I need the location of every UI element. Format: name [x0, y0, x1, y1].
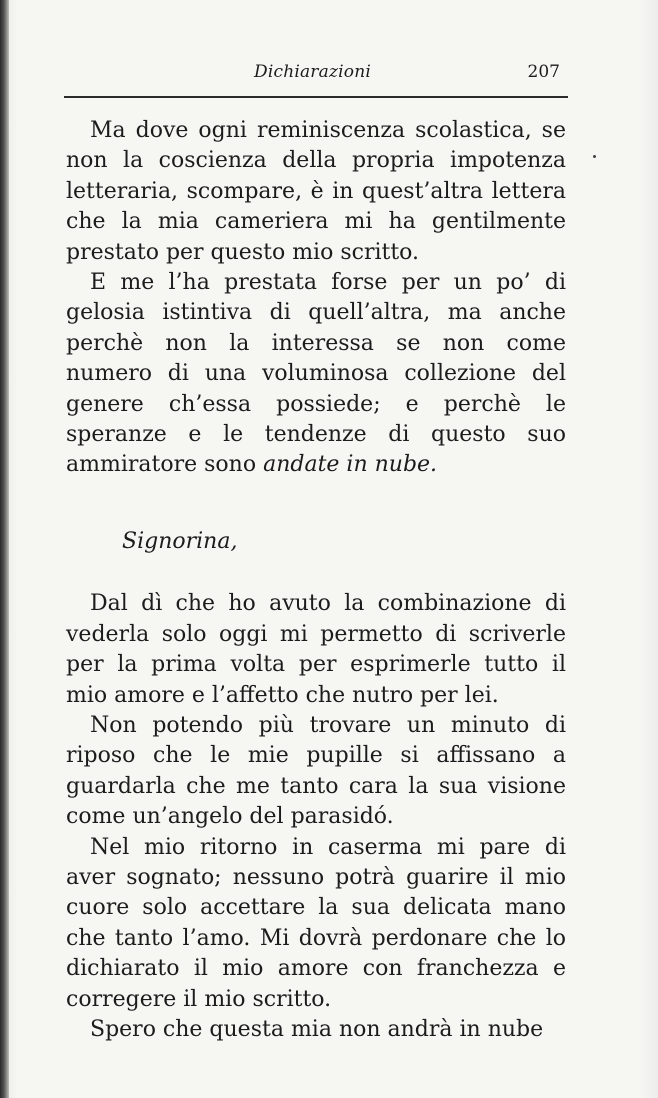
- letter-paragraph-2: Non potendo più trovare un minuto di riposo che le mie pupille si affissano a guardarla che me tanto cara la sua visione come un’angelo del parasidó.: [66, 712, 566, 830]
- letter-paragraph-3: Nel mio ritorno in caserma mi pare di aver sognato; nessuno potrà guarire il mio cuore solo accettare la sua delicata mano che tanto l’amo. Mi dovrà perdonare che lo dichiarato il mio amore con franchezza e corregere il mio scritto.: [66, 834, 566, 1012]
- page-number: 207: [527, 62, 560, 82]
- header-rule: [64, 96, 568, 98]
- letter-paragraph-1: Dal dì che ho avuto la combinazione di vederla solo oggi mi permetto di scriverle per la prima volta per esprimerle tutto il mio amore e l’affetto che nutro per lei.: [66, 591, 566, 708]
- book-spine-shadow: [0, 0, 9, 1098]
- intro-paragraph-2: [66, 268, 566, 481]
- paper-speck: [593, 155, 596, 158]
- letter-salutation: Signorina,: [122, 528, 238, 554]
- running-header: [64, 62, 566, 92]
- intro-paragraph-1: Ma dove ogni reminiscenza scolastica, se non la coscienza della propria impotenza letteraria, scompare, è in quest’altra lettera che la mia cameriera mi ha gentilmente prestato per questo mio scritto.: [66, 118, 566, 265]
- body-text: [66, 116, 566, 1045]
- intro-paragraph-2-text: E me l’ha prestata forse per un po’ di gelosia istintiva di quell’altra, ma anche perchè non la interessa se non come numero di una voluminosa collezione del genere ch’essa possiede; e perchè le speranze e le tendenze di questo suo ammiratore sono: [66, 270, 566, 478]
- letter-paragraph-4: Spero che questa mia non andrà in nube: [90, 1016, 544, 1042]
- intro-italic-ending: andate in nube.: [263, 452, 438, 478]
- running-title: Dichiarazioni: [254, 62, 371, 82]
